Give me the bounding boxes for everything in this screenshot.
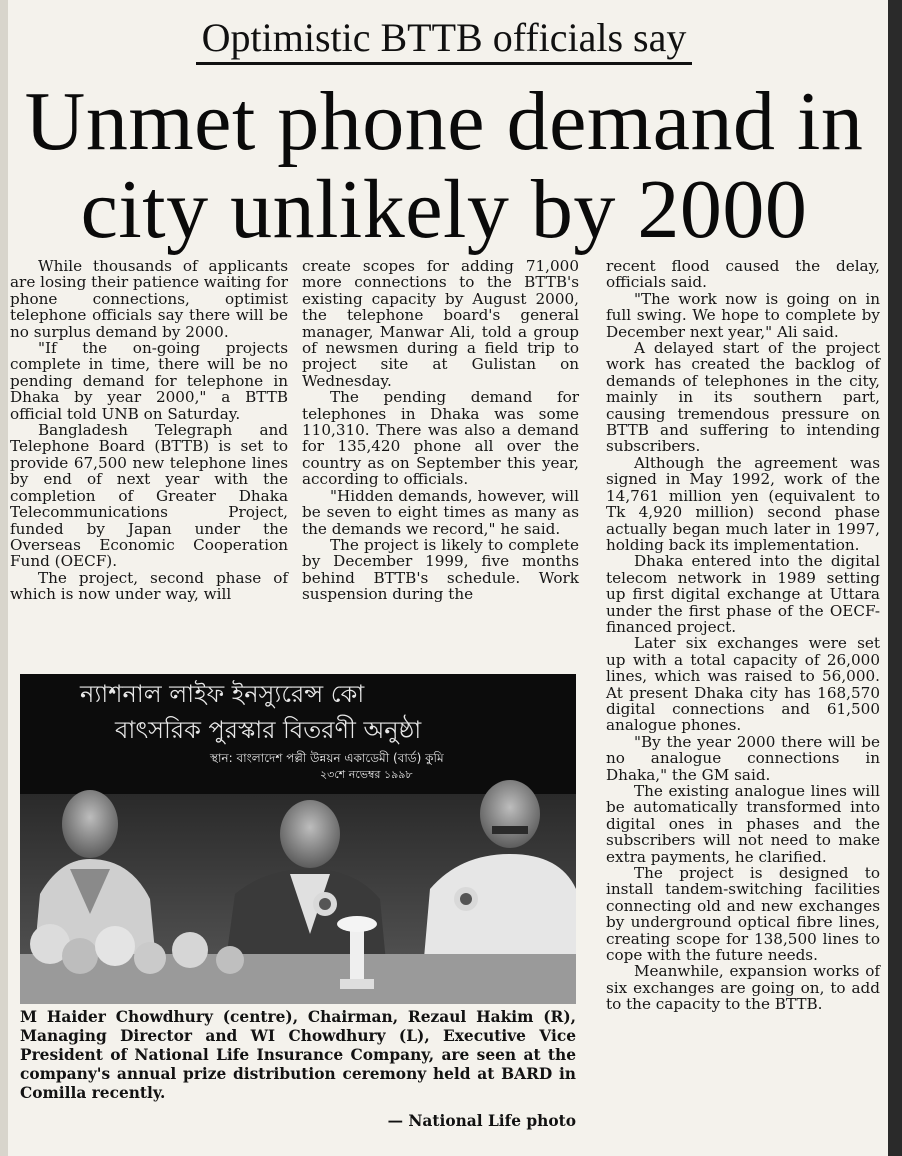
paragraph: The project, second phase of which is now under way, will — [10, 568, 288, 604]
photo-credit: — National Life photo — [387, 1112, 576, 1130]
paragraph: Dhaka entered into the digital telecom network in 1989 setting up first digital exchange at Uttara under the first phase of the OECF-financed project. — [606, 552, 880, 636]
photo-caption: M Haider Chowdhury (centre), Chairman, Rezaul Hakim (R), Managing Director and WI Chowdhury (L), Executive Vice President of National Life Insurance Company, are seen at the company's annual prize distribution ceremony held at BARD in Comilla recently. — [20, 1008, 576, 1102]
main-headline: Unmet phone demand in city unlikely by 2000 — [24, 75, 864, 256]
banner-line-1: ন্যাশনাল লাইফ ইনস্যুরেন্স কো — [80, 680, 365, 708]
article-column-3 — [606, 258, 880, 1013]
article-column-2 — [302, 258, 579, 603]
photo-illustration — [20, 674, 576, 1004]
paragraph: "Hidden demands, however, will be seven to eight times as many as the demands we record," he said. — [302, 486, 579, 538]
paragraph: create scopes for adding 71,000 more connections to the BTTB's existing capacity by August 2000, the telephone board's general manager, Manwar Ali, told a group of newsmen during a field trip to project site at Gulistan on Wednesday. — [302, 257, 579, 390]
paragraph: The existing analogue lines will be automatically transformed into digital ones in phases and the subscribers will not need to make extra payments, he clarified. — [606, 782, 880, 866]
paragraph: Meanwhile, expansion works of six exchanges are going on, to add to the capacity to the BTTB. — [606, 962, 880, 1014]
paragraph: The project is designed to install tandem-switching facilities connecting old and new exchanges by underground optical fibre lines, creating scope for 138,500 lines to cope with the future needs. — [606, 864, 880, 965]
paragraph: "The work now is going on in full swing. We hope to complete by December next year," Ali said. — [606, 289, 880, 341]
paragraph: recent flood caused the delay, officials said. — [606, 257, 880, 292]
article-column-1 — [10, 258, 288, 603]
banner-line-2: বাৎসরিক পুরস্কার বিতরণী অনুষ্ঠা — [115, 716, 422, 744]
page-right-edge — [888, 0, 902, 1156]
kicker-text: Optimistic BTTB officials say — [196, 14, 693, 65]
paragraph: Although the agreement was signed in May 1992, work of the 14,761 million yen (equivalent to Tk 4,920 million) second phase actually began much later in 1997, holding back its implementation. — [606, 453, 880, 554]
banner-line-4: ২৩শে নভেম্বর ১৯৯৮ — [320, 768, 413, 781]
paragraph: "If the on-going projects complete in time, there will be no pending demand for telephone in Dhaka by year 2000," a BTTB official told UNB on Saturday. — [10, 339, 288, 423]
paragraph: While thousands of applicants are losing their patience waiting for phone connections, optimist telephone officials say there will be no surplus demand by 2000. — [10, 257, 288, 341]
paragraph: Bangladesh Telegraph and Telephone Board (BTTB) is set to provide 67,500 new telephone lines by end of next year with the completion of Greater Dhaka Telecommunications Project, funded by Japan under the Overseas Economic Cooperation Fund (OECF). — [10, 421, 288, 571]
paragraph: Later six exchanges were set up with a total capacity of 26,000 lines, which was raised to 56,000. At present Dhaka city has 168,570 digital connections and 61,500 analogue phones. — [606, 634, 880, 735]
paragraph: The pending demand for telephones in Dhaka was some 110,310. There was also a demand for 135,420 phone all over the country as on September this year, according to officials. — [302, 388, 579, 489]
news-photo — [20, 674, 576, 1004]
banner-line-3: স্থান: বাংলাদেশ পল্লী উন্নয়ন একাডেমী (বার্ড) কুমি — [210, 751, 444, 765]
paragraph: "By the year 2000 there will be no analogue connections in Dhaka," the GM said. — [606, 732, 880, 784]
kicker-headline — [0, 14, 888, 65]
paragraph: A delayed start of the project work has created the backlog of demands of telephones in the city, mainly in its southern part, causing tremendous pressure on BTTB and suffering to intending subscribers. — [606, 339, 880, 456]
paragraph: The project is likely to complete by December 1999, five months behind BTTB's schedule. Work suspension during the — [302, 535, 579, 604]
